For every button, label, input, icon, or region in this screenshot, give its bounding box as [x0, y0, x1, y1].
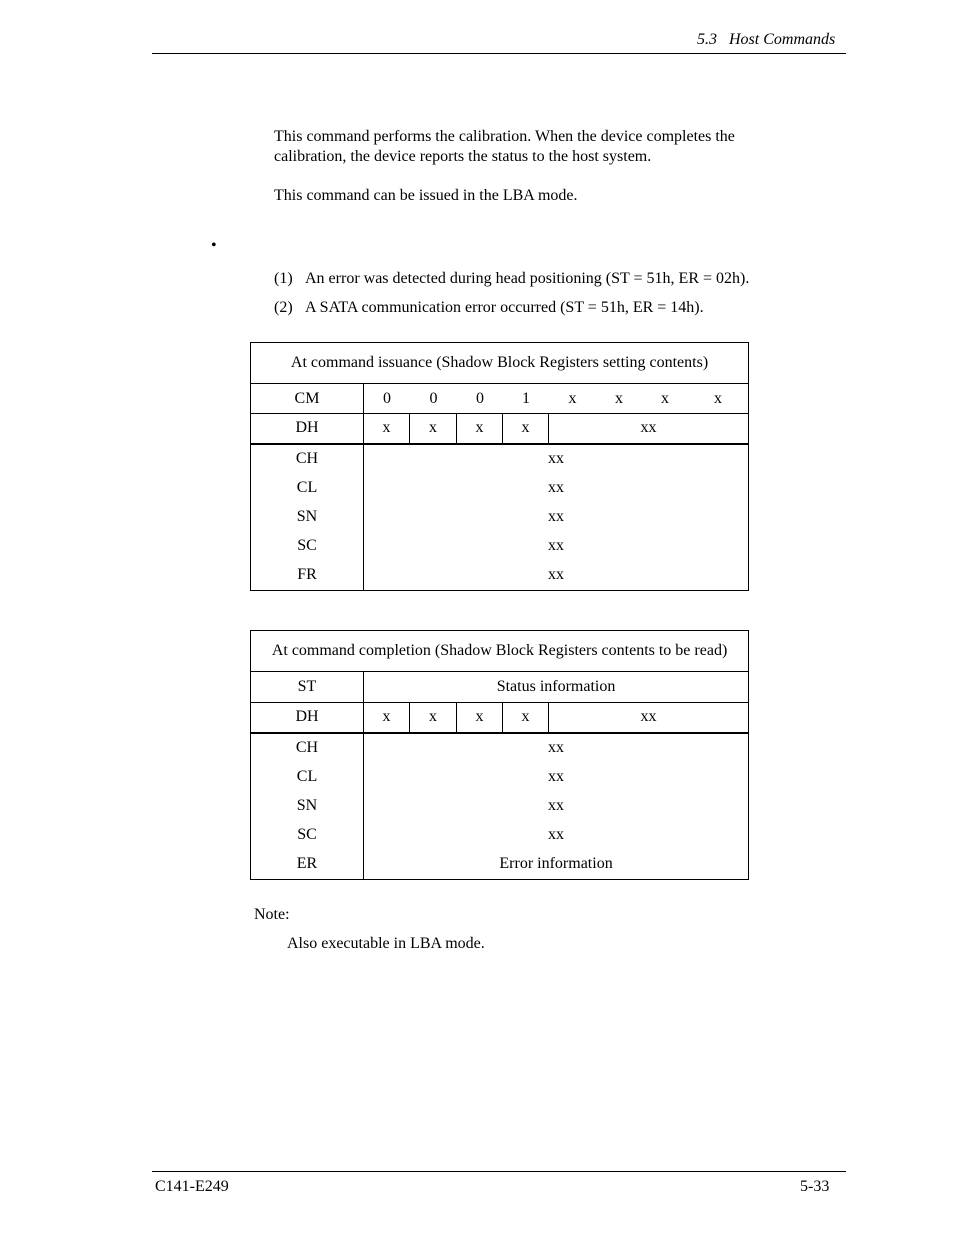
register-label: CL [251, 474, 364, 503]
completion-register-table [250, 630, 749, 880]
register-label: FR [251, 561, 364, 591]
register-label: SC [251, 532, 364, 561]
register-label: SC [251, 821, 364, 850]
register-value: xx [364, 444, 749, 474]
footer-doc-id: C141-E249 [155, 1178, 229, 1195]
cm-bit: 1 [522, 389, 530, 407]
cm-bits [364, 384, 749, 414]
cm-bit: x [568, 389, 577, 407]
register-label: ER [251, 850, 364, 880]
dh-label: DH [251, 703, 364, 733]
register-label: SN [251, 792, 364, 821]
dh-bit: x [503, 703, 549, 733]
issuance-table-title: At command issuance (Shadow Block Registers setting contents) [251, 343, 749, 384]
st-value: Status information [364, 672, 749, 703]
completion-table-title: At command completion (Shadow Block Registers contents to be read) [251, 631, 749, 672]
register-value: xx [364, 561, 749, 591]
dh-bit: x [364, 703, 410, 733]
register-value: xx [364, 532, 749, 561]
dh-bit: x [457, 414, 503, 444]
cm-bit: 0 [476, 389, 484, 407]
register-value: xx [364, 733, 749, 763]
intro-line-2: calibration, the device reports the status to the host system. [274, 148, 652, 165]
intro-lba-note: This command can be issued in the LBA mode. [274, 187, 578, 204]
footer-rule [152, 1171, 846, 1172]
error-item-2-text: A SATA communication error occurred (ST = 51h, ER = 14h). [305, 299, 704, 316]
header-rule [152, 53, 846, 54]
running-header: 5.3 Host Commands [697, 31, 836, 48]
error-item-2-num: (2) [274, 299, 293, 316]
cm-bit: 0 [429, 389, 438, 407]
register-value: xx [364, 821, 749, 850]
error-item-1-text: An error was detected during head positioning (ST = 51h, ER = 02h). [305, 270, 750, 287]
register-value: xx [364, 763, 749, 792]
issuance-register-table [250, 342, 749, 591]
bullet-marker: • [211, 237, 217, 254]
cm-bit: x [615, 389, 623, 407]
register-value: xx [364, 792, 749, 821]
dh-rest: xx [549, 703, 749, 733]
cm-bit: x [714, 389, 722, 407]
dh-bit: x [410, 703, 457, 733]
register-label: CH [251, 444, 364, 474]
dh-bit: x [503, 414, 549, 444]
dh-bit: x [364, 414, 410, 444]
st-label: ST [251, 672, 364, 703]
cm-label: CM [251, 384, 364, 414]
register-label: CL [251, 763, 364, 792]
register-label: SN [251, 503, 364, 532]
error-item-1-num: (1) [274, 270, 293, 287]
footer-page-number: 5-33 [800, 1178, 830, 1195]
register-label: CH [251, 733, 364, 763]
intro-line-1: This command performs the calibration. When the device completes the [274, 128, 735, 145]
register-value: xx [364, 503, 749, 532]
dh-bit: x [410, 414, 457, 444]
cm-bit: x [661, 389, 669, 407]
register-value: xx [364, 474, 749, 503]
note-label: Note: [254, 906, 290, 923]
cm-bit: 0 [383, 389, 391, 407]
dh-label: DH [251, 414, 364, 444]
dh-rest: xx [549, 414, 749, 444]
dh-bit: x [457, 703, 503, 733]
note-text: Also executable in LBA mode. [287, 935, 485, 952]
register-value: Error information [364, 850, 749, 880]
